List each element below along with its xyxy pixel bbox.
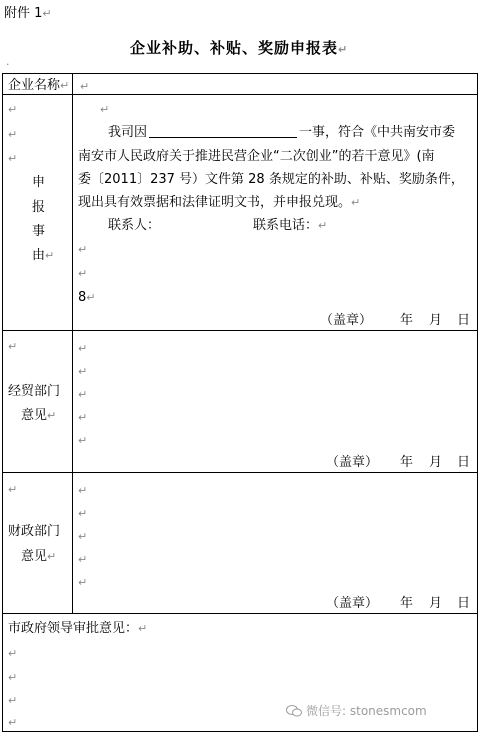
column-divider: [72, 73, 73, 613]
application-line-4: 现出具有效票据和法律证明文书，并申报兑现。↵: [78, 195, 361, 210]
paragraph-mark: ↵: [8, 340, 18, 353]
paragraph-mark: ↵: [78, 342, 88, 355]
wechat-icon: [286, 705, 302, 717]
table-border-left: [2, 73, 3, 732]
stray-mark: 8↵: [78, 290, 96, 305]
gov-leader-label: 市政府领导审批意见：↵: [8, 621, 148, 636]
paragraph-mark: ↵: [78, 267, 88, 280]
watermark: [286, 702, 427, 719]
paragraph-mark: ↵: [8, 128, 18, 141]
paragraph-mark: ↵: [78, 530, 88, 543]
trade-year-label: 年: [400, 455, 414, 470]
company-name-field[interactable]: ↵: [80, 80, 90, 93]
finance-dept-label: 财政部门: [8, 524, 61, 539]
application-label-char: 报: [32, 200, 46, 215]
finance-day-label: 日: [457, 596, 471, 611]
trade-dept-label-line2: 意见↵: [21, 408, 57, 423]
contact-phone-label: 联系电话：↵: [253, 218, 328, 233]
finance-seal-label: （盖章）: [326, 596, 379, 611]
paragraph-mark: ↵: [78, 553, 88, 566]
trade-month-label: 月: [429, 455, 443, 470]
trade-dept-label: 经贸部门: [8, 384, 61, 399]
row-divider: [2, 472, 477, 473]
paragraph-mark: ↵: [8, 694, 18, 707]
paragraph-mark: ↵: [8, 483, 18, 496]
application-label-char: 由↵: [32, 248, 55, 263]
paragraph-mark: ·: [6, 58, 10, 71]
paragraph-mark: ↵: [78, 365, 88, 378]
application-line-3: 委〔2011〕237 号）文件第 28 条规定的补助、补贴、奖励条件，: [78, 172, 464, 187]
page-title: 企业补助、补贴、奖励申报表↵: [130, 39, 349, 57]
paragraph-mark: ↵: [78, 243, 88, 256]
company-name-label: 企业名称↵: [8, 78, 70, 93]
table-border-top: [2, 73, 477, 74]
table-border-bottom: [2, 731, 477, 732]
application-line-1: 我司因 一事，符合《中共南安市委: [108, 125, 456, 140]
application-label-char: 申: [32, 175, 46, 190]
contact-person-label: 联系人：: [108, 218, 161, 233]
paragraph-mark: ↵: [78, 576, 88, 589]
paragraph-mark: ↵: [78, 411, 88, 424]
watermark-text: 微信号: stonesmcom: [306, 704, 427, 718]
application-label-char: 事: [32, 224, 46, 239]
paragraph-mark: ↵: [8, 152, 18, 165]
paragraph-mark: ↵: [78, 507, 88, 520]
row-divider: [2, 613, 477, 614]
row-divider: [2, 94, 477, 95]
annex-label: 附件 1↵: [4, 6, 52, 21]
paragraph-mark: ↵: [8, 103, 18, 116]
paragraph-mark: ↵: [78, 484, 88, 497]
paragraph-mark: ↵: [78, 388, 88, 401]
finance-year-label: 年: [400, 596, 414, 611]
finance-dept-label-line2: 意见↵: [21, 549, 57, 564]
trade-day-label: 日: [457, 455, 471, 470]
reason-blank-field[interactable]: [149, 124, 297, 138]
application-month-label: 月: [429, 313, 443, 328]
paragraph-mark: ↵: [8, 671, 18, 684]
trade-seal-label: （盖章）: [326, 455, 379, 470]
application-seal-label: （盖章）: [320, 313, 373, 328]
table-border-right: [477, 73, 478, 732]
application-line-2: 南安市人民政府关于推进民营企业“二次创业”的若干意见》(南: [78, 149, 435, 164]
paragraph-mark: ↵: [78, 434, 88, 447]
paragraph-mark: ↵: [8, 647, 18, 660]
paragraph-mark: ↵: [100, 103, 110, 116]
application-day-label: 日: [457, 313, 471, 328]
application-year-label: 年: [400, 313, 414, 328]
row-divider: [2, 330, 477, 331]
finance-month-label: 月: [429, 596, 443, 611]
paragraph-mark: ↵: [8, 716, 18, 729]
